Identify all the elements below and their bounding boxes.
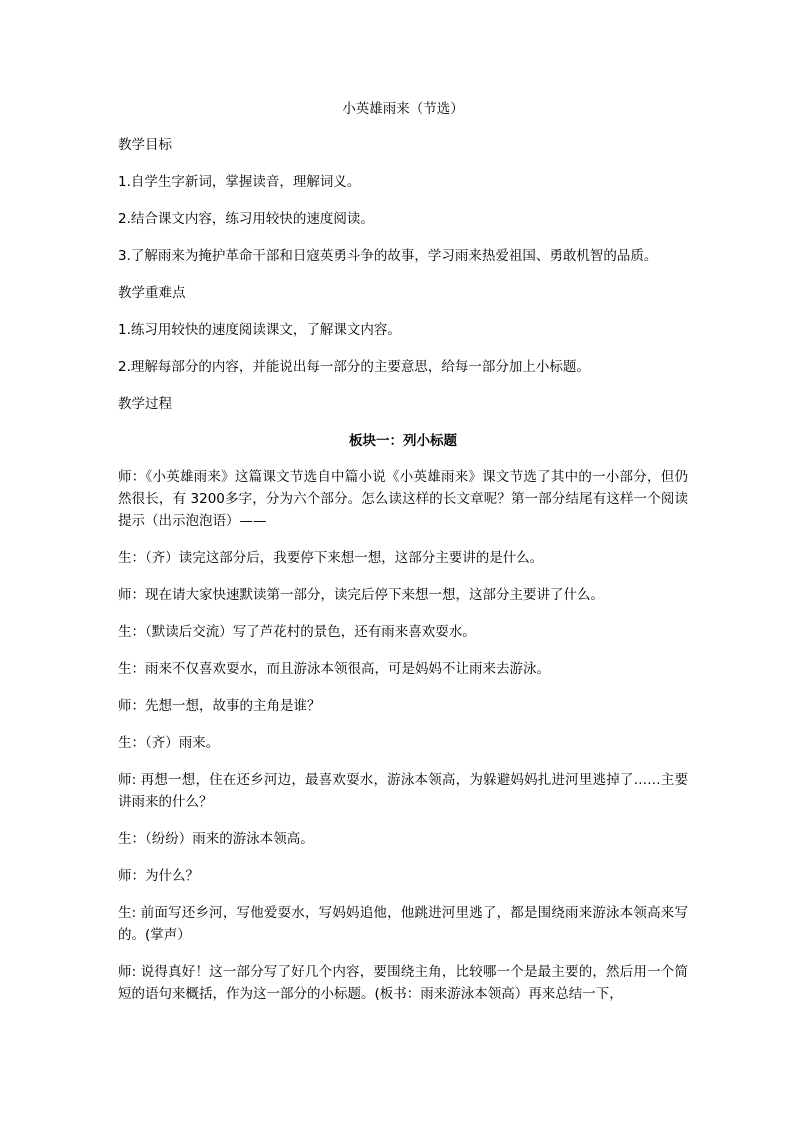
- dialogue-line: 生：雨来不仅喜欢耍水，而且游泳本领很高，可是妈妈不让雨来去游泳。: [118, 661, 550, 677]
- heading-teaching-process: 教学过程: [118, 396, 172, 412]
- document-body: [118, 98, 688, 1020]
- goal-item: 1.自学生字新词，掌握读音，理解词义。: [118, 174, 361, 190]
- dialogue-line: 生：（纷纷）雨来的游泳本领高。: [118, 831, 314, 847]
- key-item: 2.理解每部分的内容，并能说出每一部分的主要意思，给每一部分加上小标题。: [118, 359, 590, 375]
- section-heading: 板块一：列小标题: [349, 433, 457, 449]
- document-title: 小英雄雨来（节选）: [342, 101, 464, 117]
- dialogue-line: 师: 说得真好！这一部分写了好几个内容，要围绕主角，比较哪一个是最主要的，然后用一个简短的语句来概括，作为这一部分的小标题。(板书：雨来游泳本领高）再来总结一下，: [118, 964, 688, 1002]
- goal-item: 3.了解雨来为掩护革命干部和日寇英勇斗争的故事，学习雨来热爱祖国、勇敢机智的品质。: [118, 248, 658, 264]
- dialogue-line: 师：为什么？: [118, 868, 199, 884]
- goal-item: 2.结合课文内容，练习用较快的速度阅读。: [118, 211, 374, 227]
- dialogue-line: 师：先想一想，故事的主角是谁？: [118, 698, 321, 714]
- heading-key-difficulties: 教学重难点: [118, 285, 186, 301]
- dialogue-line: 生：（齐）读完这部分后，我要停下来想一想，这部分主要讲的是什么。: [118, 550, 544, 566]
- dialogue-line: 生: 前面写还乡河，写他爱耍水，写妈妈追他，他跳进河里逃了，都是围绕雨来游泳本领高来写的。(掌声）: [118, 905, 688, 943]
- dialogue-line: 生：（默读后交流）写了芦花村的景色，还有雨来喜欢耍水。: [118, 624, 476, 640]
- dialogue-line: 师: 再想一想，住在还乡河边，最喜欢耍水，游泳本领高，为躲避妈妈扎进河里逃掉了……主要讲雨来的什么？: [118, 772, 688, 810]
- dialogue-line: 生：（齐）雨来。: [118, 735, 220, 751]
- heading-teaching-goals: 教学目标: [118, 137, 172, 153]
- dialogue-line: 师：现在请大家快速默读第一部分，读完后停下来想一想，这部分主要讲了什么。: [118, 587, 604, 603]
- dialogue-line: 师：《小英雄雨来》这篇课文节选自中篇小说《小英雄雨来》课文节选了其中的一小部分，但仍然很长，有 3200多字，分为六个部分。怎么读这样的长文章呢？第一部分结尾有这样一个阅读提示（出示泡泡语）——: [118, 469, 688, 529]
- key-item: 1.练习用较快的速度阅读课文，了解课文内容。: [118, 322, 401, 338]
